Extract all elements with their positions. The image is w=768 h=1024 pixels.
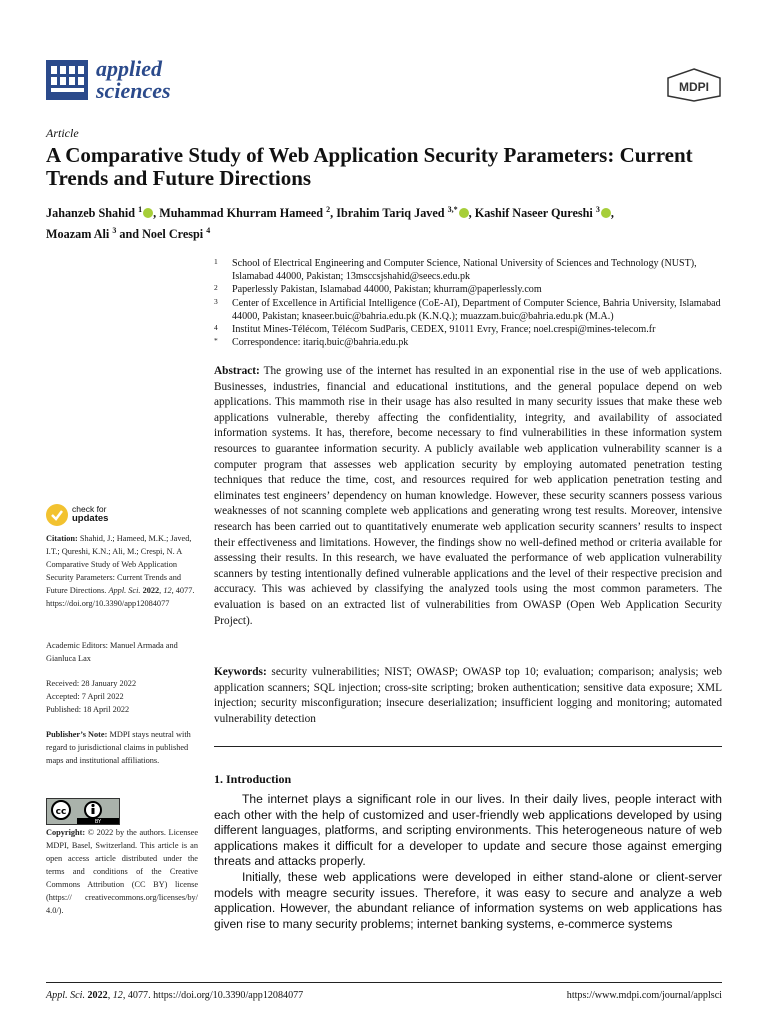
keywords: [214, 665, 722, 727]
published-date: Published: 18 April 2022: [46, 705, 130, 714]
author[interactable]: Ibrahim Tariq Javed $^{3,*}$: [336, 206, 468, 220]
paragraph: The internet plays a significant role in our lives. In their daily lives, people interact with each other with the help of customized and user-friendly web applications developed by using different languages, platforms, and scripting environments. This heterogeneous nature of web applications makes it difficult for a developer to update and secure those against emerging threats and attacks properly.: [214, 792, 722, 869]
received-date: Received: 28 January 2022: [46, 679, 137, 688]
author[interactable]: Noel Crespi $^4$: [142, 226, 211, 242]
affiliation: 2 Paperlessly Pakistan, Islamabad 44000, Pakistan; khurram@paperlessly.com: [214, 283, 542, 296]
author[interactable]: Muhammad Khurram Hameed $^2$: [159, 205, 331, 221]
publisher-logo-text: MDPI: [679, 80, 709, 94]
orcid-icon[interactable]: [601, 208, 611, 218]
keywords-text: security vulnerabilities; NIST; OWASP; OWASP top 10; evaluation; comparison; analysis; web application scanners; SQL injection; cross-site scripting; broken authentication; sensitive data exposure; XML injection; security misconfiguration; insecure deserialization; insufficient logging and monitoring; automated vulnerability detection: [214, 666, 723, 725]
citation: Citation: Shahid, J.; Hameed, M.K.; Javed, I.T.; Qureshi, K.N.; Ali, M.; Crespi, N. A Comparative Study of Web Application Security Parameters: Current Trends and Future Directions. Appl. Sci. 2022, 12, 4077. https://doi.org/10.3390/app12084077: [46, 534, 195, 608]
journal-logo-icon: [46, 60, 88, 100]
affiliation: 4 Institut Mines-Télécom, Télécom SudParis, CEDEX, 91011 Evry, France; noel.crespi@mines-telecom.fr: [214, 323, 656, 336]
footer-divider: [46, 982, 722, 983]
journal-name-line1: applied: [96, 56, 162, 81]
abstract-label: Abstract:: [214, 365, 260, 377]
check-for-updates-button[interactable]: [46, 504, 156, 530]
dates: [46, 677, 198, 716]
affiliation: 1 School of Electrical Engineering and Computer Science, National University of Sciences and Technology (NUST), Islamabad 44000, Pakistan; 13msccsjshahid@seecs.edu.pk: [214, 257, 697, 283]
cc-by-label: BY: [94, 819, 102, 824]
section-heading: 1. Introduction: [214, 772, 292, 786]
author-list: Jahanzeb Shahid $^1$ , Muhammad Khurram Hameed $^2$, Ibrahim Tariq Javed $^{3,*}$ , Kashif Naseer Qureshi $^3$ , Moazam Ali $^3$ and Noel Crespi $^4$: [46, 205, 614, 242]
paragraph: Initially, these web applications were developed in either stand-alone or client-server models with meagre security issues. Therefore, it was easy to secure and analyze a web application. However, the abundant reliance of information systems on web applications has given rise to many security problems; internet banking systems, e-commerce systems: [214, 869, 722, 931]
paper-title: A Comparative Study of Web Application Security Parameters: Current Trends and Future Directions: [46, 143, 693, 190]
correspondence: * Correspondence: itariq.buic@bahria.edu.pk: [214, 336, 409, 349]
author[interactable]: Moazam Ali $^3$: [46, 226, 117, 242]
svg-text:cc: cc: [55, 807, 67, 817]
publisher-logo: [666, 68, 722, 102]
check-updates-icon: [46, 504, 68, 526]
author[interactable]: Jahanzeb Shahid $^1$: [46, 206, 153, 220]
abstract-text: The growing use of the internet has resulted in an exponential rise in the use of web applications. Businesses, industries, financial and educational institutions, and the general populace depend on web applications. This mammoth rise in their usage has also resulted in many security issues that make these web applications vulnerable, thereby affecting the confidentiality, integrity, and availability of associated information systems. It has, therefore, become necessary to find vulnerabilities in these information system resources to guarantee information security. A publicly available web application vulnerability scanner is a computer program that assesses web application security by employing automated penetration testing techniques that reduce the time, cost, and resources required for web application penetration testing and eliminates test engineers’ dependency on human knowledge. However, these security scanners possess various weaknesses of not scanning complete web applications and generating wrong test results. Moreover, intensive research has been carried out to quantitatively enumerate web application security scanners’ results to inspect their effectiveness and limitations. However, the findings show no well-defined method or criteria available for assessing their results. In this research, we have evaluated the performance of web application vulnerability scanners by testing intentionally defined vulnerable applications and the level of their respective precision and accuracy. This was achieved by classifying the analyzed tools using the most common parameters. The evaluation is based on an extracted list of vulnerabilities from OWASP (Open Web Application Security Project).: [214, 365, 722, 627]
check-text-line2: updates: [72, 513, 109, 524]
article-type: Article: [46, 126, 79, 140]
accepted-date: Accepted: 7 April 2022: [46, 692, 124, 701]
footer-journal-link[interactable]: https://www.mdpi.com/journal/applsci: [566, 990, 722, 1001]
orcid-icon[interactable]: [459, 208, 469, 218]
academic-editors: Academic Editors: Manuel Armada and Gianluca Lax: [46, 641, 178, 663]
divider: [214, 746, 722, 747]
cc-license-badge[interactable]: [46, 798, 120, 825]
journal-name-line2: sciences: [96, 78, 171, 103]
orcid-icon[interactable]: [143, 208, 153, 218]
check-text-line1: check for: [72, 504, 107, 514]
affiliation: 3 Center of Excellence in Artificial Intelligence (CoE-AI), Department of Computer Science, Bahria University, Islamabad 44000, Pakistan; knaseer.buic@bahria.edu.pk (K.N.Q.); muazzam.buic@bahria.edu.pk (M.A.): [214, 296, 721, 322]
abstract: [214, 364, 722, 629]
introduction-body: [214, 792, 722, 932]
copyright: Copyright: © 2022 by the authors. Licensee MDPI, Basel, Switzerland. This article is an open access article distributed under the terms and conditions of the Creative Commons Attribution (CC BY) license (https:// creativecommons.org/licenses/by/ 4.0/).: [46, 828, 199, 915]
publisher-note: Publisher’s Note: MDPI stays neutral with regard to jurisdictional claims in published maps and institutional affiliations.: [46, 730, 191, 765]
keywords-label: Keywords:: [214, 666, 267, 678]
journal-name: [96, 58, 171, 102]
author[interactable]: Kashif Naseer Qureshi $^3$: [475, 206, 611, 220]
affiliations: [214, 257, 724, 349]
footer-citation: Appl. Sci. 2022, 12, 4077. https://doi.org/10.3390/app12084077: [46, 990, 304, 1001]
